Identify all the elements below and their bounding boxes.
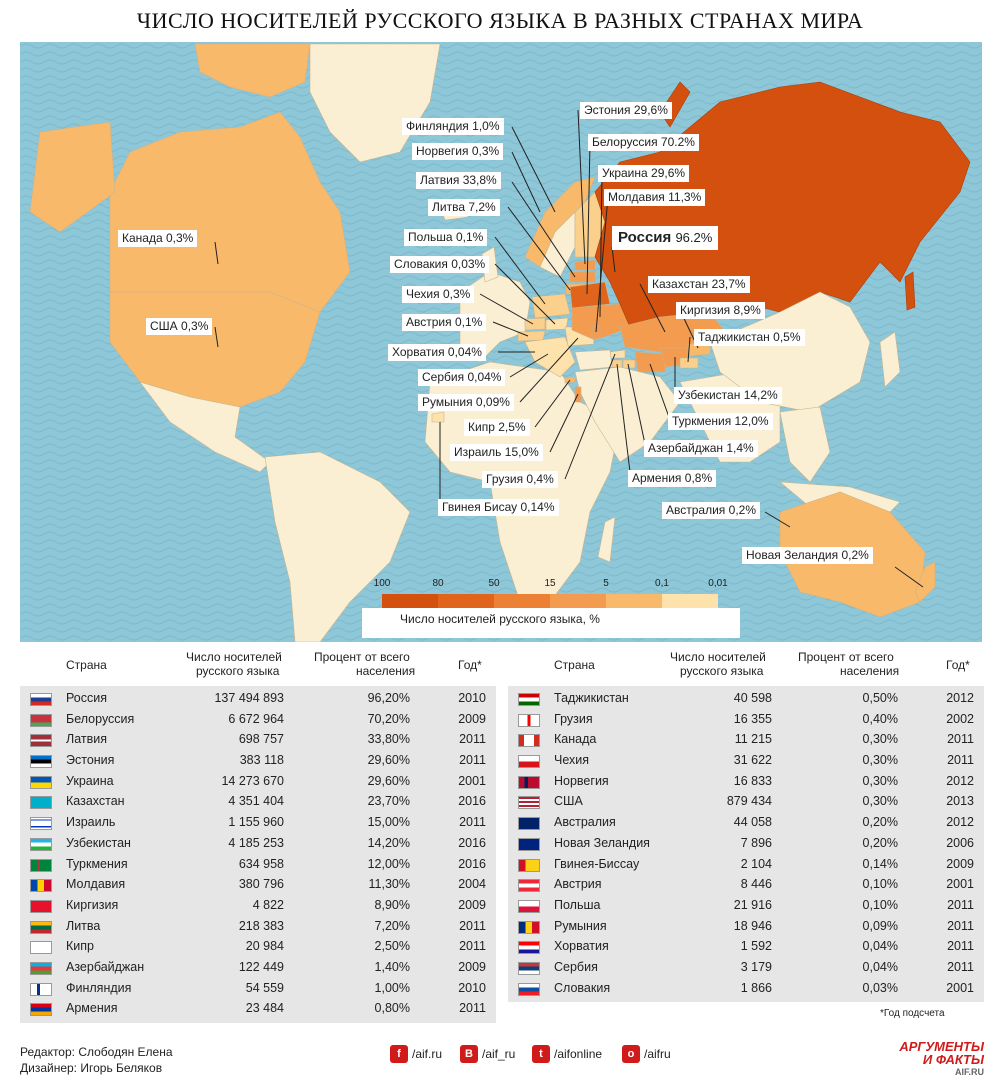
flag-icon [30, 900, 52, 913]
speaker-percent: 11,30% [368, 877, 410, 892]
header-pct-1: Процент от всего [314, 650, 410, 664]
table-row [508, 936, 984, 957]
census-year: 2012 [946, 691, 974, 705]
flag-icon [518, 941, 540, 954]
twitter-icon: t [532, 1045, 550, 1063]
flag-icon [518, 859, 540, 872]
speaker-percent: 0,04% [862, 959, 898, 974]
country-name: Чехия [554, 753, 590, 768]
label-belarus: Белоруссия 70.2% [588, 134, 699, 151]
table-row [508, 688, 984, 709]
census-year: 2013 [946, 794, 974, 809]
country-name: Эстония [66, 753, 115, 768]
speaker-percent: 0,20% [862, 835, 898, 850]
speaker-count: 16 833 [733, 773, 772, 788]
speaker-percent: 14,20% [367, 835, 410, 850]
label-moldova: Молдавия 11,3% [604, 189, 705, 206]
country-name: Литва [66, 918, 101, 933]
speaker-count: 14 273 670 [221, 773, 284, 788]
speaker-count: 7 896 [740, 835, 772, 850]
table-row [20, 812, 496, 833]
census-year: 2011 [947, 939, 974, 954]
census-year: 2002 [946, 711, 974, 726]
country-name: Латвия [66, 732, 107, 747]
belarus-shape [570, 282, 610, 308]
flag-icon [30, 714, 52, 727]
legend-tick-80: 80 [432, 578, 444, 589]
speaker-percent: 70,20% [367, 711, 410, 726]
census-year: 2016 [458, 794, 486, 809]
flag-icon [518, 921, 540, 934]
country-name: Киргизия [66, 897, 119, 912]
label-slovakia: Словакия 0,03% [390, 256, 489, 273]
census-year: 2011 [459, 939, 486, 954]
table-row [20, 936, 496, 957]
flag-icon [30, 755, 52, 768]
table-row [20, 791, 496, 812]
header-year: Год* [458, 658, 482, 672]
census-year: 2009 [458, 897, 486, 912]
country-name: Белоруссия [66, 711, 135, 726]
legend-tick-50: 50 [488, 578, 500, 589]
flag-icon [518, 900, 540, 913]
table-row [20, 833, 496, 854]
table-row [20, 750, 496, 771]
brand-site: AIF.RU [955, 1067, 984, 1077]
flag-icon [30, 921, 52, 934]
label-usa: США 0,3% [146, 318, 212, 335]
label-poland: Польша 0,1% [404, 229, 487, 246]
census-year: 2011 [459, 1001, 486, 1016]
country-name: Молдавия [66, 877, 126, 892]
speaker-percent: 0,09% [862, 918, 898, 933]
table-body [20, 686, 496, 1023]
label-uzbekistan: Узбекистан 14,2% [674, 387, 782, 404]
census-year: 2009 [458, 711, 486, 726]
speaker-percent: 0,30% [862, 794, 898, 809]
speaker-percent: 1,40% [374, 959, 410, 974]
country-name: Австралия [554, 815, 616, 830]
speaker-count: 16 355 [733, 711, 772, 726]
speaker-count: 1 592 [740, 939, 772, 954]
speaker-percent: 0,04% [862, 939, 898, 954]
brand-logo[interactable] [884, 1040, 984, 1079]
guinea-bissau-shape [432, 412, 444, 422]
census-year: 2011 [947, 732, 974, 747]
flag-icon [30, 859, 52, 872]
speaker-percent: 29,60% [367, 753, 410, 768]
flag-icon [518, 817, 540, 830]
country-name: Финляндия [66, 980, 132, 995]
legend-tick-100: 100 [373, 578, 391, 589]
country-name: Туркмения [66, 856, 128, 871]
table-row [20, 978, 496, 999]
flag-icon [30, 817, 52, 830]
label-romania: Румыния 0,09% [418, 394, 514, 411]
world-map [20, 42, 982, 642]
social-handle: /aifru [644, 1047, 671, 1061]
table-row [20, 729, 496, 750]
speaker-count: 3 179 [740, 959, 772, 974]
legend-tick-0-01: 0,01 [708, 578, 728, 589]
census-year: 2011 [459, 918, 486, 933]
table-row [508, 957, 984, 978]
label-cyprus: Кипр 2,5% [464, 419, 530, 436]
census-year: 2011 [947, 959, 974, 974]
header-pct-1: Процент от всего [798, 650, 894, 664]
census-year: 2011 [947, 753, 974, 768]
table-row [20, 998, 496, 1019]
label-armenia: Армения 0,8% [628, 470, 716, 487]
country-name: Казахстан [66, 794, 125, 809]
census-year: 2009 [458, 959, 486, 974]
social-handle: /aif_ru [482, 1047, 516, 1061]
table-row [508, 750, 984, 771]
legend-title: Число носителей русского языка, % [400, 612, 600, 626]
country-name: Таджикистан [554, 691, 629, 705]
table-row [508, 874, 984, 895]
label-kazakhstan: Казахстан 23,7% [648, 276, 750, 293]
flag-icon [518, 776, 540, 789]
social-odnoklassniki[interactable] [622, 1045, 671, 1063]
country-name: Норвегия [554, 773, 609, 788]
flag-icon [30, 796, 52, 809]
header-count-1: Число носителей [186, 650, 282, 664]
speaker-percent: 96,20% [367, 691, 410, 705]
speaker-percent: 23,70% [367, 794, 410, 809]
speaker-count: 54 559 [245, 980, 284, 995]
speaker-count: 380 796 [238, 877, 284, 892]
odnoklassniki-icon: o [622, 1045, 640, 1063]
flag-icon [30, 776, 52, 789]
table-row [508, 771, 984, 792]
flag-icon [518, 796, 540, 809]
speaker-count: 634 958 [238, 856, 284, 871]
speaker-percent: 0,30% [862, 753, 898, 768]
table-row [508, 833, 984, 854]
country-name: Новая Зеландия [554, 835, 650, 850]
czech-shape [525, 318, 545, 330]
census-year: 2011 [947, 918, 974, 933]
social-vk[interactable] [460, 1045, 515, 1063]
speaker-percent: 7,20% [374, 918, 410, 933]
table-header [20, 648, 496, 684]
flag-icon [30, 1003, 52, 1016]
speaker-count: 2 104 [740, 856, 772, 871]
editor-credit: Редактор: Слободян Елена [20, 1045, 173, 1059]
table-row [20, 771, 496, 792]
country-name: Хорватия [554, 939, 609, 954]
label-ukraine: Украина 29,6% [598, 165, 689, 182]
flag-icon [518, 714, 540, 727]
facebook-icon: f [390, 1045, 408, 1063]
census-year: 2006 [946, 835, 974, 850]
header-count-2: русского языка [196, 664, 280, 678]
country-name: Сербия [554, 959, 598, 974]
turkmenistan-shape [635, 352, 665, 372]
social-handle: /aifonline [554, 1047, 603, 1061]
speaker-count: 18 946 [733, 918, 772, 933]
flag-icon [518, 879, 540, 892]
country-name: Словакия [554, 980, 611, 995]
census-year: 2011 [459, 815, 486, 830]
table-row [508, 729, 984, 750]
flag-icon [30, 962, 52, 975]
flag-icon [30, 983, 52, 996]
speaker-count: 879 434 [726, 794, 772, 809]
country-name: Румыния [554, 918, 607, 933]
country-name: Израиль [66, 815, 116, 830]
flag-icon [518, 693, 540, 706]
flag-icon [30, 693, 52, 706]
speaker-percent: 33,80% [367, 732, 410, 747]
social-twitter[interactable] [532, 1045, 602, 1063]
label-azerbaijan: Азербайджан 1,4% [644, 440, 758, 457]
flag-icon [30, 879, 52, 892]
country-name: Канада [554, 732, 597, 747]
label-norway: Норвегия 0,3% [412, 143, 503, 160]
speaker-count: 23 484 [245, 1001, 284, 1016]
header-pct-2: населения [356, 664, 416, 678]
table-row [20, 895, 496, 916]
page-title: ЧИСЛО НОСИТЕЛЕЙ РУССКОГО ЯЗЫКА В РАЗНЫХ СТРАНАХ МИРА [136, 8, 864, 33]
flag-icon [518, 734, 540, 747]
latvia-shape [570, 272, 595, 282]
speaker-percent: 12,00% [367, 856, 410, 871]
flag-icon [518, 838, 540, 851]
legend-tick-0-1: 0,1 [655, 578, 669, 589]
speaker-count: 44 058 [733, 815, 772, 830]
country-name: Узбекистан [66, 835, 131, 850]
legend-tick-5: 5 [603, 578, 609, 589]
header-count-2: русского языка [680, 664, 764, 678]
census-year: 2009 [946, 856, 974, 871]
speaker-count: 137 494 893 [214, 691, 284, 705]
label-kyrgyzstan: Киргизия 8,9% [676, 302, 765, 319]
tajikistan-shape [680, 358, 698, 368]
country-name: Азербайджан [66, 959, 145, 974]
country-name: Австрия [554, 877, 602, 892]
speaker-percent: 1,00% [374, 980, 410, 995]
social-facebook[interactable] [390, 1045, 442, 1063]
label-georgia: Грузия 0,4% [482, 471, 558, 488]
country-name: Россия [66, 691, 107, 705]
label-serbia: Сербия 0,04% [418, 369, 505, 386]
census-year: 2012 [946, 815, 974, 830]
country-name: Гвинея-Биссау [554, 856, 640, 871]
sakhalin-shape [905, 272, 915, 310]
header-country: Страна [554, 658, 595, 672]
speaker-percent: 0,40% [862, 711, 898, 726]
designer-credit: Дизайнер: Игорь Беляков [20, 1061, 163, 1075]
footnote: *Год подсчета [880, 1008, 945, 1019]
label-estonia: Эстония 29,6% [580, 102, 672, 119]
austria-shape [518, 331, 545, 341]
census-year: 2012 [946, 773, 974, 788]
speaker-count: 698 757 [238, 732, 284, 747]
table-right [508, 648, 984, 1002]
label-czech: Чехия 0,3% [402, 286, 474, 303]
table-body [508, 686, 984, 1002]
speaker-count: 21 916 [733, 897, 772, 912]
label-russia: Россия 96.2% [612, 226, 718, 250]
speaker-count: 218 383 [238, 918, 284, 933]
label-croatia: Хорватия 0,04% [388, 344, 486, 361]
flag-icon [518, 755, 540, 768]
turkey-shape [575, 350, 612, 370]
flag-icon [30, 941, 52, 954]
speaker-percent: 8,90% [374, 897, 410, 912]
speaker-count: 11 215 [734, 732, 772, 747]
country-name: Армения [66, 1001, 118, 1016]
table-row [508, 978, 984, 999]
census-year: 2011 [459, 732, 486, 747]
country-name: США [554, 794, 583, 809]
census-year: 2004 [458, 877, 486, 892]
census-year: 2010 [458, 980, 486, 995]
social-handle: /aif.ru [412, 1047, 443, 1061]
table-row [20, 709, 496, 730]
speaker-percent: 0,30% [862, 773, 898, 788]
census-year: 2010 [458, 691, 486, 705]
table-row [508, 916, 984, 937]
table-row [508, 854, 984, 875]
speaker-count: 31 622 [733, 753, 772, 768]
header-country: Страна [66, 658, 107, 672]
census-year: 2001 [458, 773, 486, 788]
brand-line-1: АРГУМЕНТЫ [899, 1039, 984, 1054]
legend-tick-15: 15 [544, 578, 556, 589]
table-row [20, 916, 496, 937]
label-canada: Канада 0,3% [118, 230, 197, 247]
country-name: Украина [66, 773, 114, 788]
vk-icon: B [460, 1045, 478, 1063]
speaker-percent: 0,80% [374, 1001, 410, 1016]
table-row [508, 709, 984, 730]
speaker-percent: 29,60% [367, 773, 410, 788]
census-year: 2001 [946, 877, 974, 892]
speaker-count: 8 446 [740, 877, 772, 892]
table-left [20, 648, 496, 1023]
speaker-percent: 0,10% [862, 877, 898, 892]
label-finland: Финляндия 1,0% [402, 118, 504, 135]
flag-icon [518, 983, 540, 996]
flag-icon [30, 734, 52, 747]
speaker-count: 4 185 253 [228, 835, 284, 850]
label-latvia: Латвия 33,8% [416, 172, 501, 189]
speaker-count: 40 598 [733, 691, 772, 705]
header-count-1: Число носителей [670, 650, 766, 664]
speaker-count: 1 155 960 [228, 815, 284, 830]
label-australia: Австралия 0,2% [662, 502, 760, 519]
label-austria: Австрия 0,1% [402, 314, 486, 331]
label-turkmenistan: Туркмения 12,0% [668, 413, 773, 430]
speaker-count: 20 984 [245, 939, 284, 954]
table-row [508, 791, 984, 812]
speaker-count: 383 118 [239, 753, 284, 768]
speaker-percent: 2,50% [374, 939, 410, 954]
speaker-percent: 0,30% [862, 732, 898, 747]
speaker-percent: 0,14% [862, 856, 898, 871]
label-israel: Израиль 15,0% [450, 444, 543, 461]
table-row [20, 854, 496, 875]
speaker-percent: 0,20% [862, 815, 898, 830]
credits [20, 1044, 173, 1076]
table-row [20, 957, 496, 978]
table-header [508, 648, 984, 684]
speaker-count: 1 866 [740, 980, 772, 995]
country-name: Грузия [554, 711, 593, 726]
speaker-percent: 15,00% [367, 815, 410, 830]
speaker-count: 122 449 [238, 959, 284, 974]
speaker-percent: 0,10% [862, 897, 898, 912]
label-tajikistan: Таджикистан 0,5% [694, 329, 805, 346]
census-year: 2011 [459, 753, 486, 768]
table-row [508, 895, 984, 916]
brand-line-2: И ФАКТЫ [922, 1052, 984, 1067]
table-row [20, 874, 496, 895]
label-lithuania: Литва 7,2% [428, 199, 500, 216]
country-name: Кипр [66, 939, 94, 954]
header-year: Год* [946, 658, 970, 672]
country-name: Польша [554, 897, 601, 912]
table-row [20, 688, 496, 709]
table-row [508, 812, 984, 833]
census-year: 2016 [458, 856, 486, 871]
census-year: 2011 [947, 897, 974, 912]
slovakia-shape [546, 318, 568, 330]
header-pct-2: населения [840, 664, 900, 678]
label-new-zealand: Новая Зеландия 0,2% [742, 547, 873, 564]
census-year: 2001 [946, 980, 974, 995]
flag-icon [30, 838, 52, 851]
label-guinea-bissau: Гвинея Бисау 0,14% [438, 499, 559, 516]
flag-icon [518, 962, 540, 975]
speaker-percent: 0,50% [862, 691, 898, 705]
speaker-percent: 0,03% [862, 980, 898, 995]
census-year: 2016 [458, 835, 486, 850]
speaker-count: 4 351 404 [228, 794, 284, 809]
speaker-count: 6 672 964 [228, 711, 284, 726]
speaker-count: 4 822 [252, 897, 284, 912]
